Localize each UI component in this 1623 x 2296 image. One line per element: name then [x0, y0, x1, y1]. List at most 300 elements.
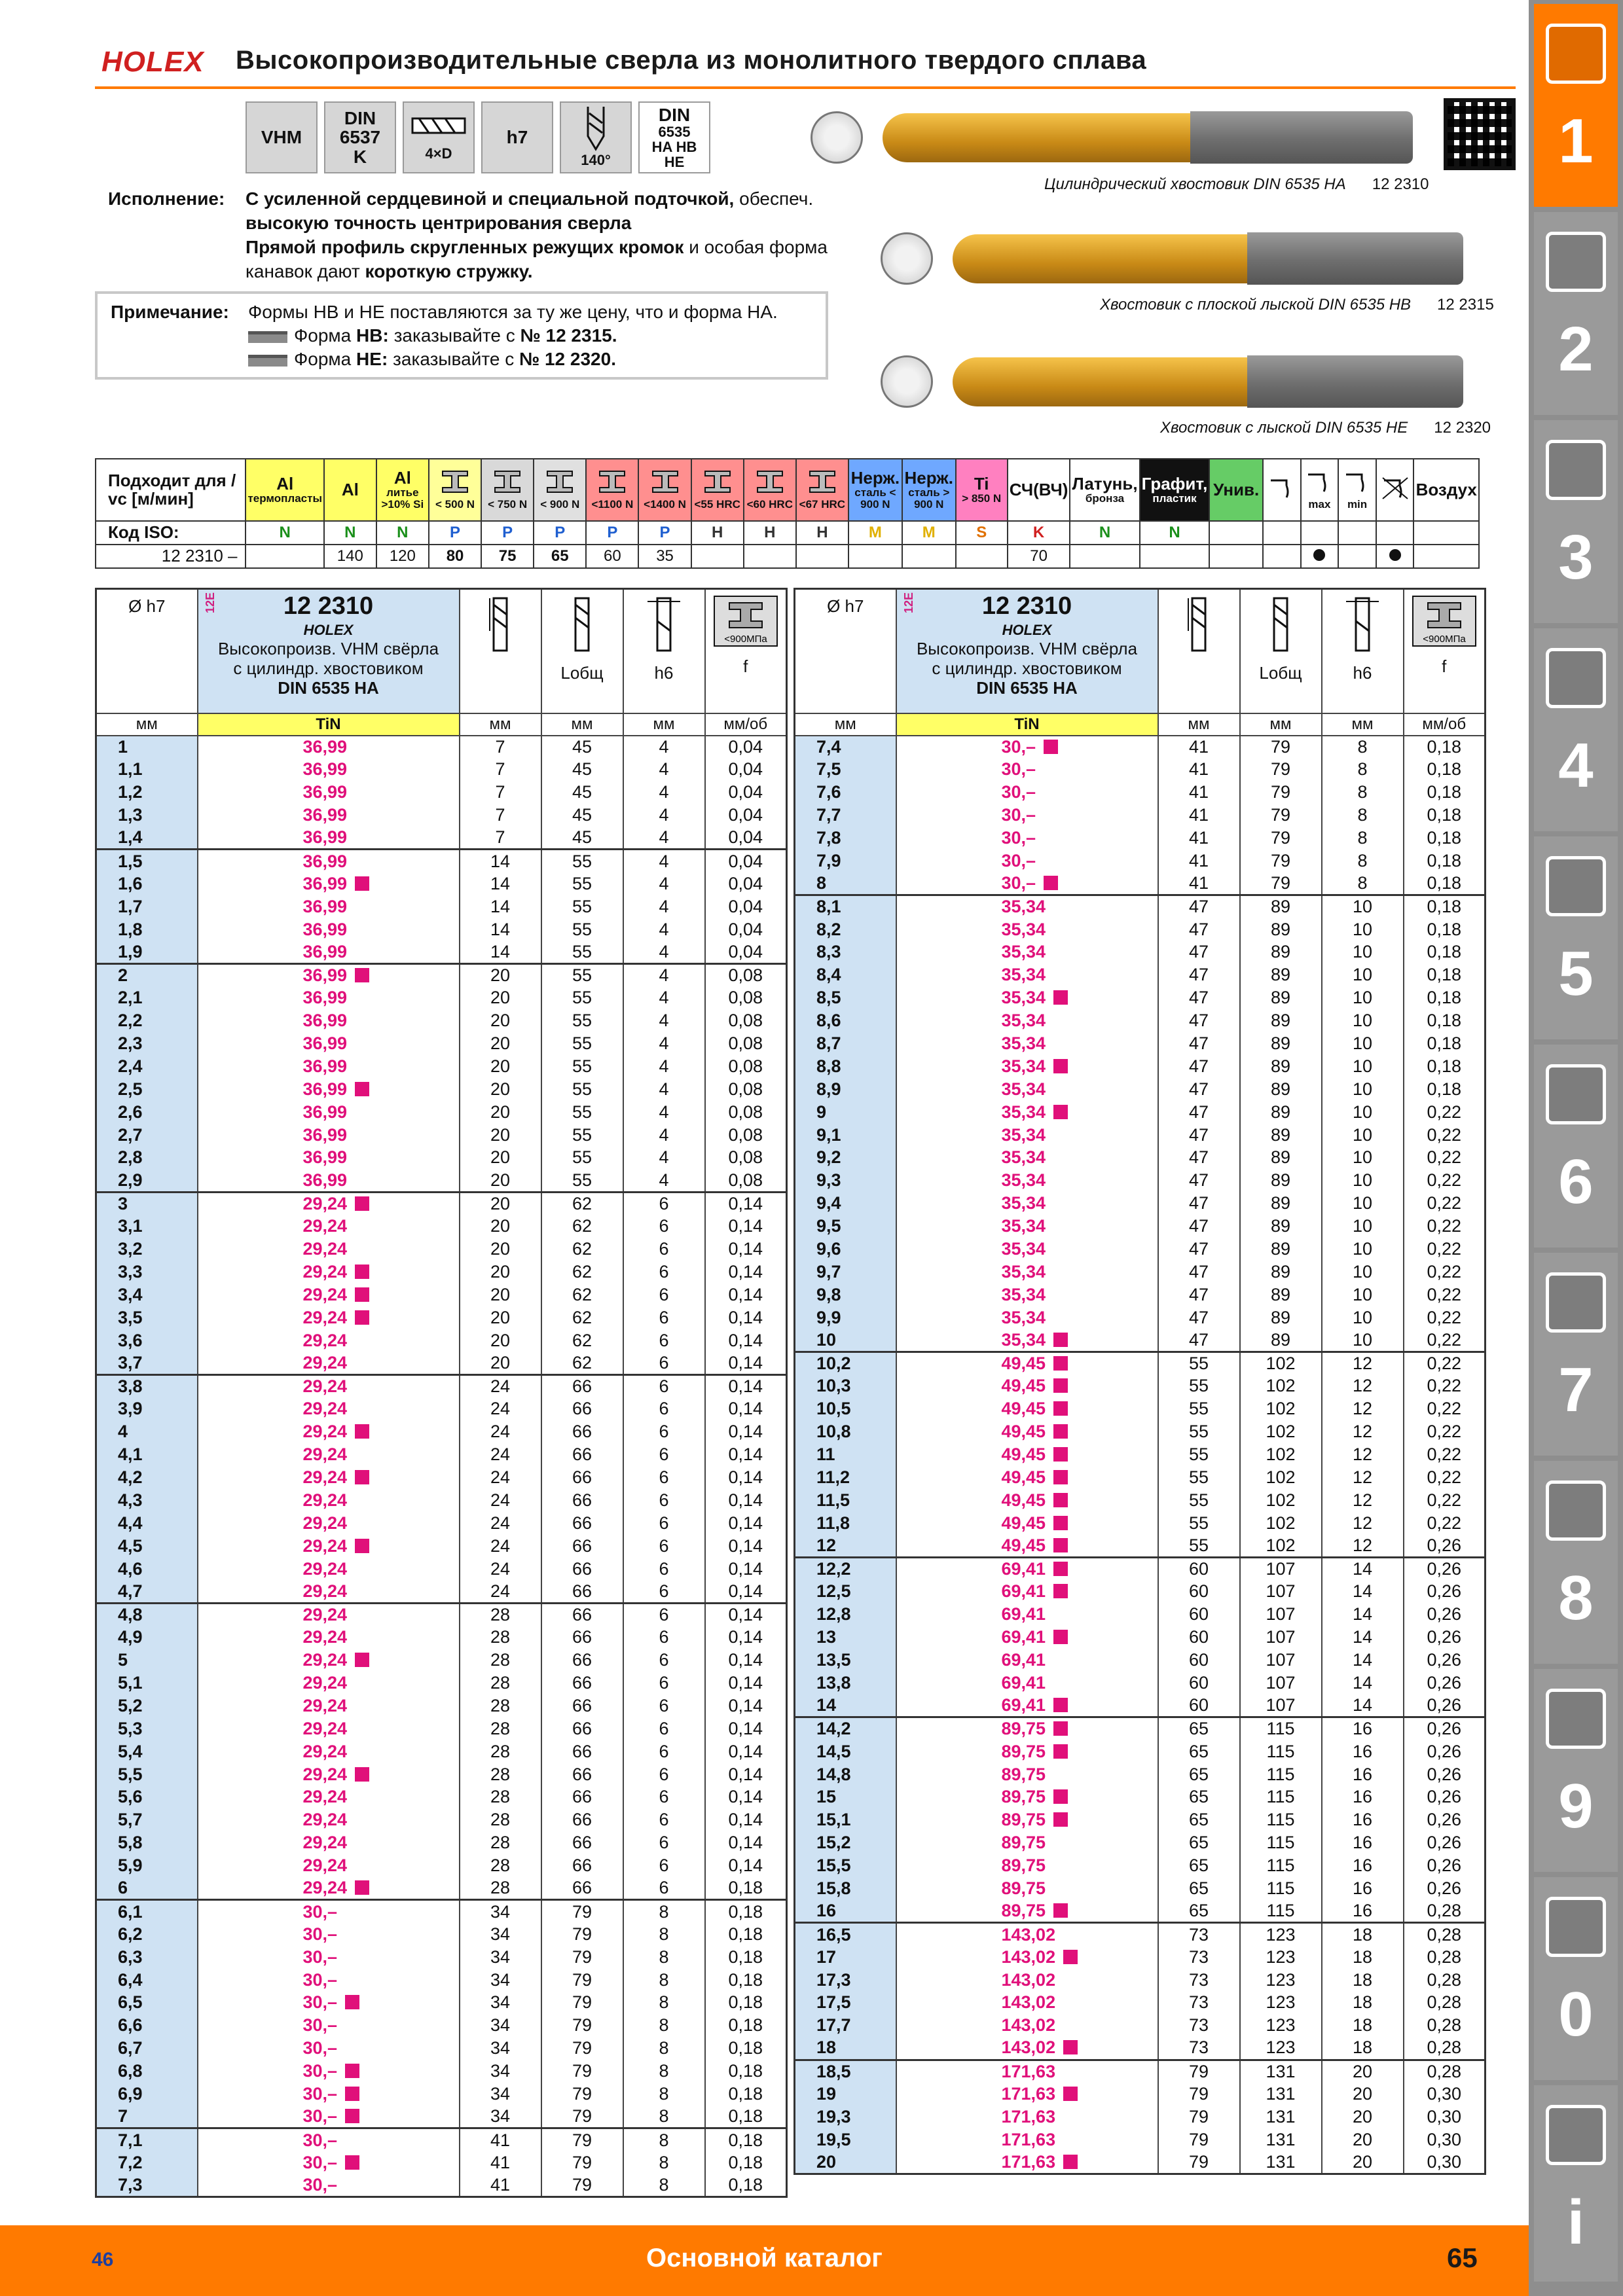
- price-cell: [896, 1854, 1158, 1877]
- steel-beam-icon: [440, 469, 470, 495]
- table-row: [96, 1740, 787, 1763]
- material-col-9: [744, 459, 796, 521]
- flute-length-cell-value: 20: [490, 1239, 511, 1259]
- total-length-cell-value: 89: [1270, 897, 1291, 917]
- product-header: [198, 589, 460, 713]
- table-row: [96, 1969, 787, 1992]
- shank-diameter-cell: [1322, 1831, 1404, 1854]
- shank-diameter-cell-value: 10: [1352, 1033, 1373, 1054]
- flute-length-cell: [1158, 918, 1240, 941]
- total-length-cell: [541, 1854, 623, 1877]
- total-length-cell-value: 89: [1270, 1193, 1291, 1213]
- total-length-cell: [541, 1374, 623, 1397]
- flute-length-cell: [1158, 1785, 1240, 1808]
- total-length-cell-value: 102: [1266, 1444, 1296, 1465]
- feed-cell-value: 0,14: [728, 1695, 763, 1715]
- shank-diameter-cell-value: 8: [659, 2038, 669, 2058]
- flute-length-cell: [1158, 1763, 1240, 1786]
- chapter-tab-8[interactable]: [1534, 1461, 1618, 1664]
- feed-cell: [1404, 736, 1486, 759]
- flute-length-cell-value: 47: [1188, 965, 1209, 985]
- total-length-cell: [541, 1558, 623, 1581]
- price-cell-value: 89,75: [1001, 1719, 1046, 1739]
- shank-diameter-cell: [623, 758, 705, 781]
- stock-marker-icon: [355, 1196, 369, 1211]
- diameter-cell-value: 1,8: [118, 919, 143, 939]
- flute-length-cell-value: 47: [1188, 1193, 1209, 1213]
- shank-diameter-cell: [1322, 1649, 1404, 1672]
- flute-length-cell: [460, 2151, 541, 2174]
- table-row: [795, 1580, 1486, 1603]
- diameter-cell-value: 6,3: [118, 1946, 143, 1967]
- flute-length-cell-value: 41: [490, 2130, 511, 2150]
- flute-length-cell-value: 34: [490, 1924, 511, 1944]
- price-cell: [896, 1443, 1158, 1466]
- table-row: [795, 941, 1486, 964]
- shank-diameter-cell-value: 10: [1352, 897, 1373, 917]
- diameter-cell: [96, 1420, 198, 1443]
- diameter-cell-value: 1,3: [118, 805, 143, 825]
- total-length-cell: [541, 736, 623, 759]
- price-cell-value: 35,34: [1001, 965, 1046, 985]
- price-cell-value: 29,24: [302, 1216, 348, 1236]
- unit-mm: мм: [1158, 713, 1240, 736]
- suitability-materials-row: [96, 459, 1479, 521]
- shank-diameter-cell: [623, 895, 705, 918]
- unit-feed: мм/об: [1404, 713, 1486, 736]
- diameter-cell: [96, 918, 198, 941]
- feed-cell: [1404, 1831, 1486, 1854]
- execution-line1-rest: обеспеч.: [734, 188, 814, 209]
- shank-diameter-cell-value: 12: [1352, 1467, 1373, 1487]
- price-cell-value: 36,99: [302, 896, 348, 916]
- drill-flute: [953, 357, 1247, 406]
- feed-label: f: [743, 656, 748, 676]
- shank-diameter-cell: [623, 1374, 705, 1397]
- total-length-cell: [1240, 1397, 1322, 1420]
- chapter-tab-5[interactable]: [1534, 836, 1618, 1039]
- feed-cell: [1404, 1443, 1486, 1466]
- flute-length-cell: [1158, 1374, 1240, 1397]
- material-col-3: [429, 459, 481, 521]
- total-length-cell: [1240, 1420, 1322, 1443]
- flute-length-cell-value: 20: [490, 1033, 511, 1054]
- price-cell-value: 29,24: [302, 1307, 348, 1327]
- shank-diameter-cell-value: 8: [659, 2015, 669, 2036]
- price-cell-value: 69,41: [1001, 1627, 1046, 1647]
- chapter-tab-7[interactable]: [1534, 1253, 1618, 1456]
- shank-diameter-cell-value: 8: [659, 2174, 669, 2195]
- chapter-tab-2[interactable]: [1534, 212, 1618, 415]
- flute-length-cell-value: 24: [490, 1444, 511, 1465]
- flute-length-cell-value: 28: [490, 1787, 511, 1807]
- price-cell-value: 30,–: [1001, 736, 1036, 757]
- chapter-tab-3[interactable]: [1534, 420, 1618, 623]
- shank-diameter-cell-value: 4: [659, 988, 669, 1008]
- feed-cell-value: 0,30: [1427, 2083, 1462, 2104]
- flute-length-cell: [1158, 2128, 1240, 2151]
- feed-cell: [705, 1238, 787, 1261]
- price-cell-value: 89,75: [1001, 1901, 1046, 1921]
- feed-cell: [705, 1489, 787, 1512]
- feed-cell: [1404, 1329, 1486, 1352]
- feed-cell-value: 0,08: [728, 988, 763, 1008]
- shank-diameter-cell-value: 4: [659, 1170, 669, 1190]
- qr-code: [1444, 98, 1516, 170]
- feed-cell-value: 0,08: [728, 965, 763, 986]
- feed-cell-value: 0,18: [728, 2038, 763, 2058]
- total-length-cell-value: 102: [1266, 1399, 1296, 1419]
- header-rule: [95, 86, 1516, 89]
- chapter-tab-6[interactable]: [1534, 1045, 1618, 1247]
- price-cell: [198, 1900, 460, 1923]
- price-cell-value: 143,02: [1001, 1992, 1056, 2013]
- feed-cell: [1404, 1169, 1486, 1192]
- diameter-cell: [96, 827, 198, 850]
- total-length-cell-value: 66: [572, 1650, 593, 1670]
- total-length-cell-value: 55: [572, 988, 593, 1008]
- diameter-cell-value: 5,1: [118, 1672, 143, 1693]
- price-cell: [896, 1580, 1158, 1603]
- diameter-cell: [96, 1512, 198, 1535]
- feed-cell: [1404, 1740, 1486, 1763]
- price-cell: [198, 986, 460, 1009]
- diameter-cell-value: 8,6: [816, 1011, 841, 1031]
- shank-diameter-cell-value: 8: [1357, 828, 1368, 848]
- shank-diameter-cell: [1322, 1969, 1404, 1992]
- flute-length-cell: [1158, 1443, 1240, 1466]
- total-length-cell: [541, 1808, 623, 1831]
- material-name: Латунь,: [1072, 473, 1138, 493]
- stock-marker-icon: [1053, 1789, 1068, 1804]
- table-row: [96, 1946, 787, 1969]
- execution-line2-bold: высокую точность центрирования сверла: [246, 213, 632, 233]
- table-row: [795, 1603, 1486, 1626]
- diameter-cell: [96, 1717, 198, 1740]
- shank-diameter-cell: [1322, 1124, 1404, 1147]
- shank-diameter-cell: [1322, 963, 1404, 986]
- price-cell-value: 30,–: [1001, 828, 1036, 848]
- diameter-cell-value: 13: [816, 1627, 837, 1647]
- flute-length-cell-value: 20: [490, 1352, 511, 1372]
- shank-diameter-cell: [623, 1831, 705, 1854]
- total-length-cell: [1240, 1261, 1322, 1283]
- diameter-cell-value: 2,3: [118, 1033, 143, 1054]
- price-cell-value: 49,45: [1001, 1535, 1046, 1555]
- shank-diameter-cell: [1322, 1717, 1404, 1740]
- flute-length-cell-value: 65: [1188, 1901, 1209, 1921]
- feed-cell: [1404, 1306, 1486, 1329]
- feed-cell-value: 0,14: [728, 1764, 763, 1784]
- shank-diameter-cell-value: 18: [1352, 2015, 1373, 2036]
- chapter-tab-i[interactable]: [1534, 2085, 1618, 2282]
- feed-cell-value: 0,22: [1427, 1354, 1462, 1374]
- stock-marker-icon: [355, 1880, 369, 1895]
- total-length-cell: [541, 1900, 623, 1923]
- price-cell: [896, 1923, 1158, 1946]
- price-cell-value: 36,99: [302, 827, 348, 848]
- diameter-cell-value: 9,8: [816, 1284, 841, 1304]
- diameter-cell: [96, 1923, 198, 1946]
- price-cell-value: 69,41: [1001, 1604, 1046, 1624]
- flute-length-cell: [460, 1580, 541, 1603]
- shank-diameter-cell: [1322, 736, 1404, 759]
- flute-length-cell-value: 55: [1188, 1490, 1209, 1510]
- flute-length-cell: [460, 1374, 541, 1397]
- flute-length-cell: [1158, 1923, 1240, 1946]
- iso-code-cell: [1209, 521, 1263, 545]
- price-cell: [896, 804, 1158, 827]
- total-length-cell: [1240, 1147, 1322, 1170]
- total-length-cell: [541, 1740, 623, 1763]
- total-length-cell-value: 115: [1266, 1810, 1295, 1830]
- feed-cell-value: 0,22: [1427, 1124, 1462, 1145]
- chapter-number: 0: [1558, 1979, 1594, 2049]
- shank-diameter-cell: [623, 1603, 705, 1626]
- chapter-tab-1[interactable]: [1534, 4, 1618, 207]
- feed-cell-value: 0,28: [1427, 2015, 1462, 2036]
- diameter-cell-value: 9,5: [816, 1216, 841, 1236]
- diameter-cell-value: 5,7: [118, 1810, 143, 1830]
- note-line2-c: заказывайте с: [388, 325, 520, 346]
- total-length-cell: [541, 1443, 623, 1466]
- total-length-cell-value: 55: [572, 1011, 593, 1031]
- flute-length-cell: [460, 1215, 541, 1238]
- total-length-cell: [541, 1991, 623, 2014]
- material-col-20: [1338, 459, 1376, 521]
- shank-diameter-cell: [1322, 1672, 1404, 1695]
- feed-cell-value: 0,04: [728, 873, 763, 893]
- price-cell: [896, 1900, 1158, 1923]
- diameter-cell-value: 12: [816, 1535, 837, 1555]
- diameter-cell-value: 11,8: [816, 1513, 850, 1533]
- total-length-cell-value: 123: [1266, 1946, 1296, 1967]
- feed-cell-value: 0,08: [728, 1147, 763, 1168]
- feed-cell: [1404, 804, 1486, 827]
- price-cell: [198, 1580, 460, 1603]
- feed-cell: [705, 2151, 787, 2174]
- table-row: [795, 1192, 1486, 1215]
- stock-marker-icon: [355, 1082, 369, 1096]
- execution-label: Исполнение:: [108, 188, 225, 209]
- total-length-cell: [1240, 1785, 1322, 1808]
- total-length-cell: [541, 1397, 623, 1420]
- price-cell-value: 89,75: [1001, 1878, 1046, 1898]
- price-cell-value: 89,75: [1001, 1810, 1046, 1830]
- feed-cell: [705, 758, 787, 781]
- cutting-speed-cell: [1140, 545, 1210, 568]
- flute-length-cell: [1158, 1032, 1240, 1055]
- table-row: [96, 1078, 787, 1101]
- feed-cell: [1404, 781, 1486, 804]
- price-cell: [896, 2083, 1158, 2106]
- shank-diameter-cell-value: 8: [659, 2083, 669, 2104]
- total-length-cell: [1240, 1900, 1322, 1923]
- diameter-cell: [96, 804, 198, 827]
- flute-length-cell-value: 24: [490, 1535, 511, 1556]
- table-row: [96, 2014, 787, 2037]
- feed-cell: [1404, 941, 1486, 964]
- feed-cell-value: 0,28: [1427, 2037, 1462, 2058]
- total-length-cell-value: 89: [1270, 1239, 1291, 1259]
- total-length-cell-value: 89: [1270, 1307, 1291, 1327]
- chapter-tab-0[interactable]: [1534, 1877, 1618, 2080]
- price-cell: [896, 1808, 1158, 1831]
- diameter-cell-value: 10,3: [816, 1376, 851, 1396]
- drill-length-icon: [409, 113, 468, 146]
- flute-length-cell: [1158, 1466, 1240, 1489]
- shank-diameter-cell: [623, 1466, 705, 1489]
- total-length-cell-value: 107: [1266, 1672, 1296, 1693]
- flute-length-cell-value: 24: [490, 1513, 511, 1533]
- coolant-dot: [1301, 545, 1339, 568]
- table-row: [795, 1946, 1486, 1969]
- table-row: [96, 2083, 787, 2106]
- table-row: [795, 1443, 1486, 1466]
- feed-cell-value: 0,14: [728, 1330, 763, 1350]
- flute-length-cell: [1158, 1831, 1240, 1854]
- total-length-cell-value: 55: [572, 919, 593, 939]
- table-row: [96, 1101, 787, 1124]
- feed-cell: [1404, 2014, 1486, 2037]
- table-row: [795, 1420, 1486, 1443]
- diameter-cell-value: 8,3: [816, 942, 841, 962]
- material-sub: min: [1347, 498, 1368, 511]
- total-length-cell: [1240, 1192, 1322, 1215]
- total-length-cell-value: 89: [1270, 919, 1291, 939]
- feed-cell: [705, 1215, 787, 1238]
- shank-diameter-cell-value: 16: [1352, 1810, 1373, 1830]
- price-cell: [896, 895, 1158, 918]
- total-length-cell-value: 66: [572, 1878, 593, 1898]
- price-cell-value: 36,99: [302, 988, 348, 1008]
- table-row: [795, 1101, 1486, 1124]
- feed-cell-value: 0,18: [1427, 1056, 1462, 1076]
- diameter-cell-value: 2,8: [118, 1147, 143, 1168]
- flute-length-cell-value: 34: [490, 2061, 511, 2081]
- note-line3-b: HE:: [356, 349, 388, 369]
- shank-diameter-cell-value: 4: [659, 941, 669, 961]
- material-sub: пластик: [1152, 492, 1197, 505]
- feed-cell-value: 0,18: [728, 2061, 763, 2081]
- price-cell: [198, 1306, 460, 1329]
- flute-length-cell: [460, 1489, 541, 1512]
- total-length-cell: [541, 1512, 623, 1535]
- shank-diameter-cell-value: 4: [659, 873, 669, 893]
- feed-cell: [1404, 1763, 1486, 1786]
- stock-marker-icon: [355, 1767, 369, 1782]
- diameter-cell-value: 4,4: [118, 1513, 143, 1533]
- feed-cell-value: 0,26: [1427, 1810, 1462, 1830]
- shank-diameter-cell-value: 12: [1352, 1422, 1373, 1442]
- product-brand: HOLEX: [1002, 622, 1052, 638]
- flute-length-cell: [460, 1147, 541, 1170]
- total-length-cell-value: 102: [1266, 1490, 1296, 1510]
- diameter-cell-value: 9,7: [816, 1261, 841, 1282]
- price-cell-value: 29,24: [302, 1764, 348, 1784]
- feed-cell: [1404, 872, 1486, 895]
- flute-length-cell-value: 47: [1188, 1147, 1209, 1168]
- iso-row-label: Код ISO:: [96, 521, 246, 545]
- total-length-cell-value: 55: [572, 1170, 593, 1190]
- price-cell-value: 143,02: [1001, 1969, 1056, 1990]
- total-length-cell-value: 66: [572, 1513, 593, 1533]
- total-length-cell-value: 79: [572, 2106, 593, 2126]
- feed-cell: [1404, 1078, 1486, 1101]
- shank-diameter-cell-value: 14: [1352, 1627, 1373, 1647]
- diameter-cell-value: 17,3: [816, 1969, 851, 1990]
- feed-cell-value: 0,14: [728, 1399, 763, 1419]
- shank-diameter-cell: [623, 1991, 705, 2014]
- shank-diameter-cell-value: 4: [659, 919, 669, 939]
- chapter-number: i: [1567, 2187, 1585, 2257]
- shank-diameter-cell-value: 18: [1352, 1992, 1373, 2013]
- diameter-cell-value: 17,7: [816, 2015, 851, 2036]
- total-length-cell-value: 89: [1270, 1216, 1291, 1236]
- price-cell: [896, 2106, 1158, 2128]
- chapter-tab-9[interactable]: [1534, 1669, 1618, 1872]
- chapter-tab-4[interactable]: [1534, 628, 1618, 831]
- diameter-cell: [795, 2037, 896, 2060]
- feed-cell-value: 0,18: [728, 1878, 763, 1898]
- badge-din-label: DIN: [344, 107, 376, 128]
- shank-diameter-cell-value: 6: [659, 1444, 669, 1465]
- steel-beam-icon: [597, 469, 627, 495]
- flute-length-cell: [460, 941, 541, 964]
- feed-cell-value: 0,18: [1427, 759, 1462, 780]
- price-cell: [896, 1672, 1158, 1695]
- diameter-cell: [795, 1672, 896, 1695]
- stock-marker-icon: [1063, 2040, 1078, 2054]
- coolant-icon: [1342, 469, 1372, 495]
- feed-cell: [705, 2083, 787, 2106]
- feed-cell-value: 0,26: [1427, 1764, 1462, 1784]
- diameter-cell: [795, 1580, 896, 1603]
- price-cell: [896, 1147, 1158, 1170]
- brand-logo: HOLEX: [101, 46, 204, 78]
- table-row: [96, 2128, 787, 2151]
- price-cell-value: 29,24: [302, 1399, 348, 1419]
- diameter-cell: [96, 895, 198, 918]
- material-name: Унив.: [1213, 479, 1260, 499]
- shank-diameter-cell-value: 6: [659, 1422, 669, 1442]
- flute-length-cell-value: 7: [495, 736, 505, 757]
- price-cell: [198, 1489, 460, 1512]
- feed-cell-value: 0,26: [1427, 1787, 1462, 1807]
- shank-diameter-cell-value: 4: [659, 827, 669, 848]
- price-cell: [896, 1717, 1158, 1740]
- note-line3-c: заказывайте с: [388, 349, 519, 369]
- feed-cell-value: 0,14: [728, 1422, 763, 1442]
- table-row: [795, 1238, 1486, 1261]
- diameter-cell-value: 8: [816, 873, 827, 893]
- recommended-dot-icon: [1389, 549, 1401, 561]
- price-cell-value: 49,45: [1001, 1513, 1046, 1533]
- diameter-cell-value: 1,1: [118, 759, 143, 780]
- feed-cell: [1404, 2037, 1486, 2060]
- feed-cell: [705, 1329, 787, 1352]
- feed-cell: [705, 1695, 787, 1717]
- chapter-number: 2: [1558, 314, 1594, 384]
- feed-cell-value: 0,18: [1427, 1011, 1462, 1031]
- shank-diameter-cell: [623, 1443, 705, 1466]
- price-cell-value: 35,34: [1001, 1124, 1046, 1145]
- table-row: [795, 1374, 1486, 1397]
- diameter-cell-value: 6,5: [118, 1992, 143, 2013]
- price-cell: [896, 941, 1158, 964]
- feed-cell-value: 0,28: [1427, 2061, 1462, 2081]
- total-length-cell: [541, 1969, 623, 1992]
